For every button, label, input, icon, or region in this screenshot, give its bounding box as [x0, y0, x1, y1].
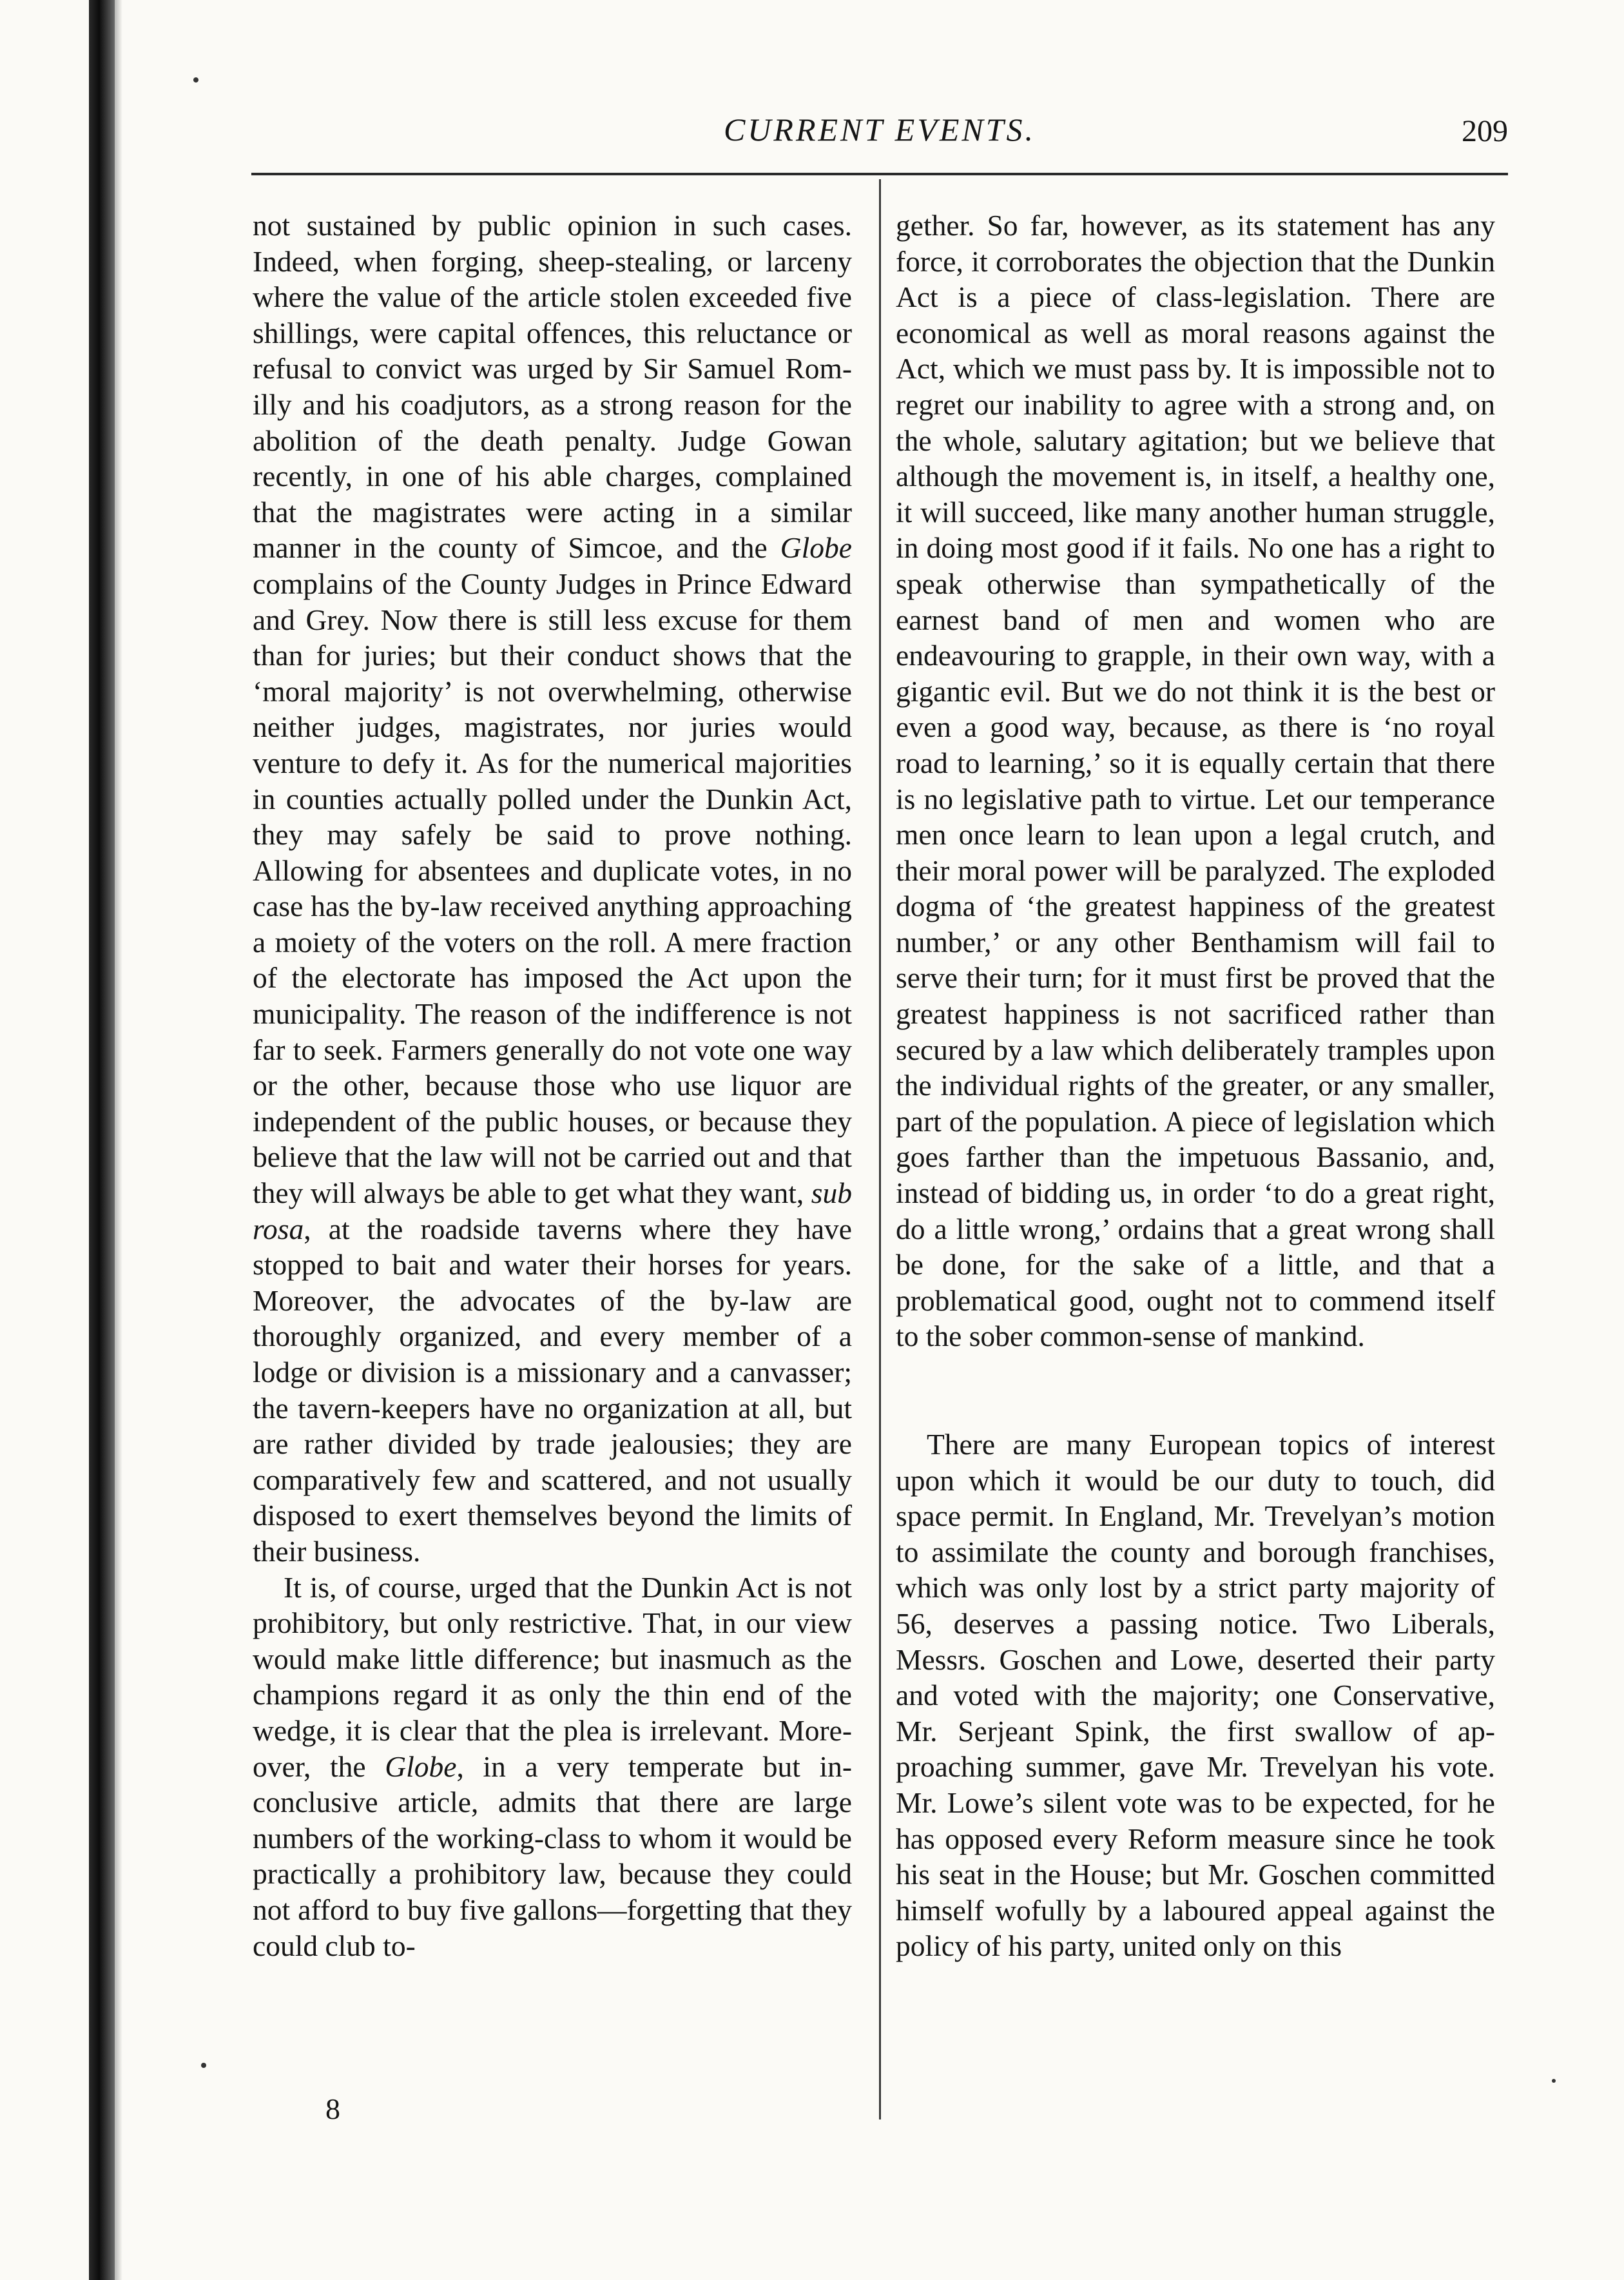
right-paragraph-2: There are many European topics of interest upon which it would be our duty to touch, did space permit. In England, Mr. Trevelyan’s motion to assimilate the county and borough franchises, which was only lost by a strict party majority of 56, deserves a passing notice. Two Liberals, Messrs. Goschen and Lowe, deserted their party and voted with the majority; one Conservative, Mr. Serjeant Spink, the first swallow of approaching summer, gave Mr. Trevelyan his vote. Mr. Lowe’s silent vote was to be expected, for he has opposed every Reform measure since he took his seat in the House; but Mr. Goschen committed himself wofully by a laboured appeal against the policy of his party, united only on this: [896, 1428, 1495, 1963]
left-paragraph-1: [253, 208, 852, 1570]
running-header: [251, 103, 1508, 155]
page-number: 209: [1462, 114, 1508, 148]
margin-speck: [193, 77, 198, 83]
margin-speck: [1552, 2079, 1556, 2083]
signature-mark: 8: [325, 2092, 340, 2125]
text-run: , at the roadside taverns where they have stopped to bait and water their horses for years. Moreover, the advocates of the by-law are thoroughly organized, and every member of a lodge or division is a missionary and a canvasser; the tavern-keepers have no organization at all, but are rather divided by trade jealousies; they are comparatively few and scattered, and not usually disposed to exert themselves beyond the limits of their business.: [253, 1212, 852, 1568]
column-divider: [879, 179, 881, 2119]
margin-speck: [201, 2063, 206, 2068]
left-paragraph-2: [253, 1570, 852, 1964]
right-paragraph-1: gether. So far, however, as its statement has any force, it corroborates the objection that the Dunkin Act is a piece of class-legislation. There are economical as well as moral reasons against the Act, which we must pass by. It is impossible not to regret our inability to agree with a strong and, on the whole, salutary agitation; but we believe that although the movement is, in itself, a healthy one, it will succeed, like many another human struggle, in doing most good if it fails. No one has a right to speak otherwise than sympathetically of the earnest band of men and women who are endeavouring to grapple, in their own way, with a gigantic evil. But we do not think it is the best or even a good way, because, as there is ‘no royal road to learning,’ so it is equally certain that there is no legislative path to virtue. Let our temperance men once learn to lean upon a legal crutch, and their moral power will be paralyzed. The exploded dogma of ‘the greatest happiness of the greatest number,’ or any other Benthamism will fail to serve their turn; for it must first be proved that the greatest happiness is not sacrificed rather than secured by a law which deliberately tramples upon the individual rights of the greater, or any smaller, part of the population. A piece of legislation which goes farther than the impetuous Bassanio, and, instead of bidding us, in order ‘to do a great right, do a little wrong,’ ordains that a great wrong shall be done, for the sake of a little, and that a problematical good, ought not to commend itself to the sober common-sense of mankind.: [896, 209, 1495, 1353]
left-column: [253, 208, 852, 1963]
text-run: not sustained by public opinion in such cases. Indeed, when forging, sheep-stealing, or larceny where the value of the article stolen exceeded five shillings, were capital offences, this reluctance or refusal to convict was urged by Sir Samuel Romilly and his coadjutors, as a strong reason for the abolition of the death penalty. Judge Gowan recently, in one of his able charges, complained that the magistrates were acting in a similar manner in the county of Simcoe, and the: [253, 209, 852, 565]
right-column: [896, 208, 1495, 1964]
latin-phrase: sub rosa: [253, 1176, 852, 1245]
text-run: , in a very temperate but inconclusive article, admits that there are large numbers of the working-class to whom it would be practically a prohibitory law, because they could not afford to buy five gallons—forgetting that they could club to-: [253, 1749, 852, 1962]
newspaper-title: Globe: [385, 1749, 457, 1783]
running-title: CURRENT EVENTS.: [723, 112, 1036, 148]
newspaper-title: Globe: [780, 531, 852, 565]
book-binding-shadow: [89, 0, 115, 2280]
text-run: It is, of course, urged that the Dunkin Act is not prohibitory, but only restrictive. That, in our view would make little difference; but inasmuch as the champions regard it as only the thin end of the wedge, it is clear that the plea is irrelevant. Moreover, the: [253, 1570, 852, 1783]
text-run: complains of the County Judges in Prince Edward and Grey. Now there is still less excuse for them than for juries; but their conduct shows that the ‘moral majority’ is not overwhelming, otherwise neither judges, magistrates, nor juries would venture to defy it. As for the numerical majorities in counties actually polled under the Dunkin Act, they may safely be said to prove nothing. Allowing for absentees and duplicate votes, in no case has the by-law received anything approaching a moiety of the voters on the roll. A mere fraction of the electorate has imposed the Act upon the municipality. The reason of the indifference is not far to seek. Farmers generally do not vote one way or the other, because those who use liquor are independent of the public houses, or because they believe that the law will not be carried out and that they will always be able to get what they want,: [253, 567, 852, 1210]
binding-edge: [115, 0, 122, 2280]
header-rule: [251, 173, 1508, 175]
